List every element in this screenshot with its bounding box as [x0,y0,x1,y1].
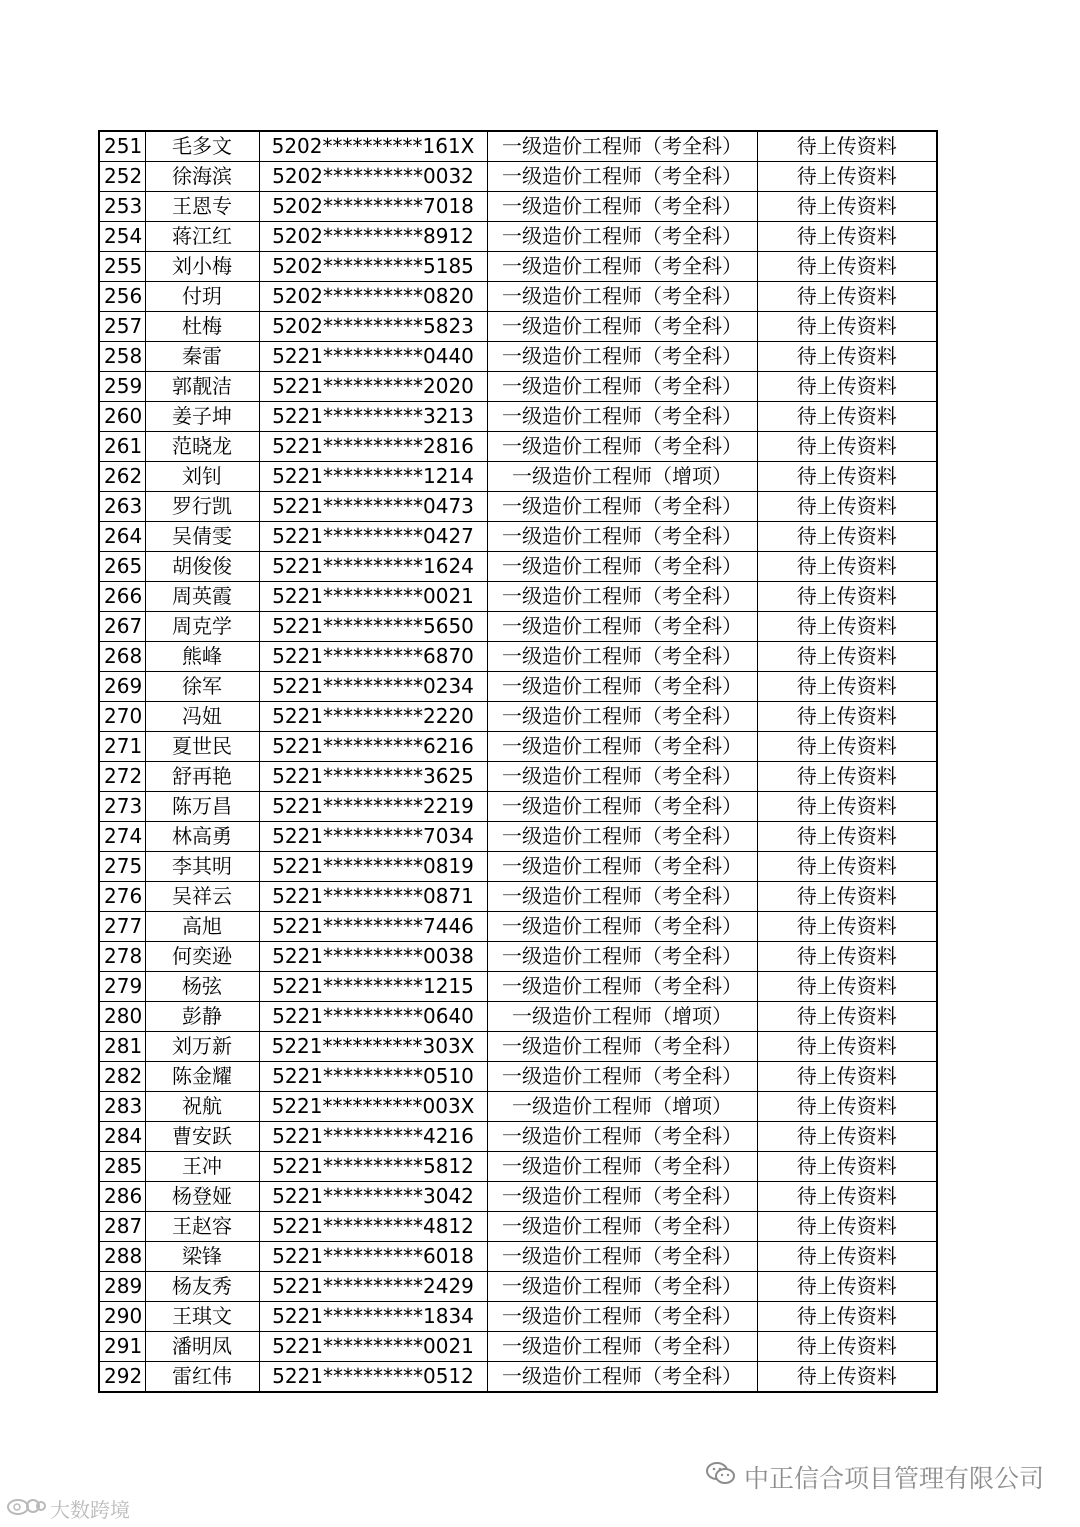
cell-qualification: 一级造价工程师（考全科） [487,702,757,732]
cell-number: 285 [99,1152,145,1182]
cell-number: 272 [99,762,145,792]
table-row [99,612,937,642]
cell-status: 待上传资料 [757,1242,937,1272]
cell-qualification: 一级造价工程师（考全科） [487,552,757,582]
cell-name: 熊峰 [145,642,259,672]
cell-number: 251 [99,131,145,162]
cell-id-number: 5221**********2020 [259,372,487,402]
cell-qualification: 一级造价工程师（增项） [487,1002,757,1032]
cell-name: 祝航 [145,1092,259,1122]
cell-number: 286 [99,1182,145,1212]
cell-status: 待上传资料 [757,582,937,612]
cell-name: 梁锋 [145,1242,259,1272]
cell-status: 待上传资料 [757,522,937,552]
cell-name: 范晓龙 [145,432,259,462]
cell-status: 待上传资料 [757,1212,937,1242]
cell-name: 杨登娅 [145,1182,259,1212]
cell-id-number: 5221**********6216 [259,732,487,762]
cell-status: 待上传资料 [757,1272,937,1302]
table-row [99,642,937,672]
table-body [99,131,937,1392]
table-row [99,492,937,522]
cell-id-number: 5221**********3042 [259,1182,487,1212]
cell-qualification: 一级造价工程师（考全科） [487,1242,757,1272]
cell-name: 杜梅 [145,312,259,342]
table-row [99,252,937,282]
cell-number: 283 [99,1092,145,1122]
cell-status: 待上传资料 [757,1362,937,1393]
table-row [99,762,937,792]
cell-status: 待上传资料 [757,1032,937,1062]
cell-id-number: 5221**********1214 [259,462,487,492]
cell-id-number: 5202**********5185 [259,252,487,282]
table-row [99,372,937,402]
table-row [99,1122,937,1152]
cell-number: 261 [99,432,145,462]
cell-number: 269 [99,672,145,702]
cell-status: 待上传资料 [757,282,937,312]
cell-id-number: 5221**********2219 [259,792,487,822]
cell-qualification: 一级造价工程师（考全科） [487,912,757,942]
cell-qualification: 一级造价工程师（考全科） [487,192,757,222]
cell-status: 待上传资料 [757,342,937,372]
cell-status: 待上传资料 [757,942,937,972]
table-row [99,852,937,882]
cell-name: 胡俊俊 [145,552,259,582]
cell-qualification: 一级造价工程师（考全科） [487,732,757,762]
cell-id-number: 5221**********0819 [259,852,487,882]
cell-id-number: 5221**********4812 [259,1212,487,1242]
table-row [99,1062,937,1092]
cell-qualification: 一级造价工程师（考全科） [487,942,757,972]
cell-qualification: 一级造价工程师（考全科） [487,252,757,282]
cell-id-number: 5221**********0473 [259,492,487,522]
cell-id-number: 5221**********0021 [259,582,487,612]
cell-number: 277 [99,912,145,942]
cell-name: 付玥 [145,282,259,312]
cell-number: 275 [99,852,145,882]
table-row [99,1242,937,1272]
cell-number: 273 [99,792,145,822]
cell-status: 待上传资料 [757,162,937,192]
cell-qualification: 一级造价工程师（考全科） [487,372,757,402]
cell-status: 待上传资料 [757,1002,937,1032]
cell-number: 281 [99,1032,145,1062]
cell-number: 287 [99,1212,145,1242]
cell-qualification: 一级造价工程师（考全科） [487,162,757,192]
cell-number: 274 [99,822,145,852]
table-row [99,582,937,612]
cell-id-number: 5221**********0427 [259,522,487,552]
cell-status: 待上传资料 [757,492,937,522]
cell-status: 待上传资料 [757,612,937,642]
cell-status: 待上传资料 [757,672,937,702]
cell-id-number: 5221**********0234 [259,672,487,702]
cell-number: 254 [99,222,145,252]
table-row [99,822,937,852]
publisher-name: 中正信合项目管理有限公司 [743,1464,1044,1493]
cell-qualification: 一级造价工程师（考全科） [487,792,757,822]
cell-number: 266 [99,582,145,612]
cell-number: 284 [99,1122,145,1152]
cell-status: 待上传资料 [757,312,937,342]
table-row [99,162,937,192]
cell-id-number: 5221**********6870 [259,642,487,672]
cell-id-number: 5202**********0820 [259,282,487,312]
cell-qualification: 一级造价工程师（考全科） [487,852,757,882]
cell-id-number: 5202**********5823 [259,312,487,342]
cell-status: 待上传资料 [757,1332,937,1362]
table-row [99,702,937,732]
cell-qualification: 一级造价工程师（考全科） [487,1032,757,1062]
cell-name: 吴祥云 [145,882,259,912]
cell-qualification: 一级造价工程师（考全科） [487,972,757,1002]
table-row [99,1272,937,1302]
table-row [99,282,937,312]
cell-qualification: 一级造价工程师（考全科） [487,1062,757,1092]
cell-number: 262 [99,462,145,492]
cell-qualification: 一级造价工程师（考全科） [487,492,757,522]
cell-name: 刘钊 [145,462,259,492]
cell-name: 冯妞 [145,702,259,732]
cell-qualification: 一级造价工程师（考全科） [487,522,757,552]
cell-status: 待上传资料 [757,1152,937,1182]
registration-table [98,130,938,1393]
cell-name: 夏世民 [145,732,259,762]
cell-number: 258 [99,342,145,372]
cell-id-number: 5221**********6018 [259,1242,487,1272]
cell-qualification: 一级造价工程师（考全科） [487,882,757,912]
cell-name: 徐军 [145,672,259,702]
cell-status: 待上传资料 [757,642,937,672]
table-row [99,402,937,432]
cell-status: 待上传资料 [757,252,937,282]
cell-name: 何奕逊 [145,942,259,972]
cell-status: 待上传资料 [757,912,937,942]
cell-number: 271 [99,732,145,762]
cell-name: 王冲 [145,1152,259,1182]
cell-number: 260 [99,402,145,432]
cell-qualification: 一级造价工程师（考全科） [487,131,757,162]
cell-name: 舒再艳 [145,762,259,792]
cell-name: 秦雷 [145,342,259,372]
cell-qualification: 一级造价工程师（考全科） [487,582,757,612]
cell-id-number: 5221**********0021 [259,1332,487,1362]
cell-id-number: 5221**********0512 [259,1362,487,1393]
cell-status: 待上传资料 [757,972,937,1002]
cell-status: 待上传资料 [757,762,937,792]
cell-name: 王琪文 [145,1302,259,1332]
cell-name: 高旭 [145,912,259,942]
cell-status: 待上传资料 [757,462,937,492]
cell-number: 259 [99,372,145,402]
source-watermark [6,1494,130,1523]
cell-id-number: 5221**********303X [259,1032,487,1062]
cell-name: 李其明 [145,852,259,882]
cell-number: 290 [99,1302,145,1332]
cell-id-number: 5202**********161X [259,131,487,162]
cell-number: 268 [99,642,145,672]
table-row [99,1302,937,1332]
cell-number: 257 [99,312,145,342]
cell-id-number: 5221**********0440 [259,342,487,372]
cell-name: 彭静 [145,1002,259,1032]
cell-qualification: 一级造价工程师（考全科） [487,762,757,792]
cell-status: 待上传资料 [757,222,937,252]
cell-number: 253 [99,192,145,222]
cell-name: 陈万昌 [145,792,259,822]
cell-id-number: 5221**********2220 [259,702,487,732]
table-row [99,1332,937,1362]
table-row [99,942,937,972]
table-row [99,912,937,942]
cell-status: 待上传资料 [757,1302,937,1332]
cell-status: 待上传资料 [757,192,937,222]
cell-qualification: 一级造价工程师（考全科） [487,1332,757,1362]
cell-number: 270 [99,702,145,732]
cell-id-number: 5221**********0640 [259,1002,487,1032]
cell-number: 276 [99,882,145,912]
cell-status: 待上传资料 [757,852,937,882]
cell-id-number: 5221**********0871 [259,882,487,912]
cell-id-number: 5221**********2429 [259,1272,487,1302]
cell-name: 雷红伟 [145,1362,259,1393]
cell-qualification: 一级造价工程师（考全科） [487,1182,757,1212]
cell-status: 待上传资料 [757,732,937,762]
cell-id-number: 5221**********5812 [259,1152,487,1182]
cell-name: 郭靓洁 [145,372,259,402]
cell-name: 王恩专 [145,192,259,222]
cell-id-number: 5221**********4216 [259,1122,487,1152]
cell-id-number: 5221**********5650 [259,612,487,642]
cell-qualification: 一级造价工程师（考全科） [487,1152,757,1182]
cell-status: 待上传资料 [757,1062,937,1092]
cell-qualification: 一级造价工程师（考全科） [487,432,757,462]
cell-status: 待上传资料 [757,131,937,162]
cell-qualification: 一级造价工程师（考全科） [487,1362,757,1393]
cell-id-number: 5221**********2816 [259,432,487,462]
cell-number: 282 [99,1062,145,1092]
cell-name: 陈金耀 [145,1062,259,1092]
cell-qualification: 一级造价工程师（考全科） [487,222,757,252]
cell-status: 待上传资料 [757,702,937,732]
table-row [99,972,937,1002]
cell-id-number: 5202**********7018 [259,192,487,222]
table-row [99,1212,937,1242]
weibo-icon [6,1495,46,1522]
cell-number: 280 [99,1002,145,1032]
cell-id-number: 5221**********003X [259,1092,487,1122]
table-row [99,222,937,252]
table-row [99,192,937,222]
source-name: 大数跨境 [50,1498,130,1522]
cell-number: 252 [99,162,145,192]
cell-qualification: 一级造价工程师（考全科） [487,642,757,672]
table-row [99,732,937,762]
cell-name: 杨友秀 [145,1272,259,1302]
cell-qualification: 一级造价工程师（考全科） [487,612,757,642]
cell-number: 292 [99,1362,145,1393]
table-row [99,1152,937,1182]
cell-number: 265 [99,552,145,582]
cell-qualification: 一级造价工程师（考全科） [487,402,757,432]
cell-number: 256 [99,282,145,312]
table-row [99,131,937,162]
table-row [99,1032,937,1062]
cell-number: 264 [99,522,145,552]
cell-name: 徐海滨 [145,162,259,192]
cell-qualification: 一级造价工程师（考全科） [487,822,757,852]
cell-name: 周英霞 [145,582,259,612]
table-row [99,1092,937,1122]
cell-id-number: 5221**********7034 [259,822,487,852]
cell-status: 待上传资料 [757,432,937,462]
table-row [99,552,937,582]
cell-id-number: 5221**********1624 [259,552,487,582]
cell-name: 毛多文 [145,131,259,162]
cell-id-number: 5221**********0510 [259,1062,487,1092]
publisher-watermark [706,1459,1044,1495]
cell-status: 待上传资料 [757,1092,937,1122]
table-row [99,462,937,492]
cell-qualification: 一级造价工程师（考全科） [487,342,757,372]
cell-number: 263 [99,492,145,522]
cell-name: 蒋江红 [145,222,259,252]
cell-number: 267 [99,612,145,642]
cell-qualification: 一级造价工程师（增项） [487,1092,757,1122]
cell-name: 杨弦 [145,972,259,1002]
cell-qualification: 一级造价工程师（考全科） [487,1212,757,1242]
cell-qualification: 一级造价工程师（考全科） [487,1122,757,1152]
table-row [99,882,937,912]
cell-number: 289 [99,1272,145,1302]
cell-name: 王赵容 [145,1212,259,1242]
cell-name: 罗行凯 [145,492,259,522]
cell-name: 潘明凤 [145,1332,259,1362]
cell-qualification: 一级造价工程师（考全科） [487,1302,757,1332]
cell-status: 待上传资料 [757,1122,937,1152]
cell-id-number: 5221**********7446 [259,912,487,942]
cell-name: 刘小梅 [145,252,259,282]
cell-qualification: 一级造价工程师（考全科） [487,282,757,312]
table-row [99,1002,937,1032]
cell-qualification: 一级造价工程师（增项） [487,462,757,492]
cell-id-number: 5202**********8912 [259,222,487,252]
table-row [99,342,937,372]
cell-name: 周克学 [145,612,259,642]
table-row [99,672,937,702]
cell-qualification: 一级造价工程师（考全科） [487,312,757,342]
cell-qualification: 一级造价工程师（考全科） [487,672,757,702]
cell-id-number: 5202**********0032 [259,162,487,192]
cell-status: 待上传资料 [757,402,937,432]
cell-status: 待上传资料 [757,792,937,822]
table-row [99,522,937,552]
cell-number: 255 [99,252,145,282]
cell-name: 吴倩雯 [145,522,259,552]
cell-id-number: 5221**********1215 [259,972,487,1002]
cell-name: 姜子坤 [145,402,259,432]
cell-qualification: 一级造价工程师（考全科） [487,1272,757,1302]
cell-id-number: 5221**********3625 [259,762,487,792]
cell-name: 林高勇 [145,822,259,852]
cell-number: 288 [99,1242,145,1272]
cell-status: 待上传资料 [757,822,937,852]
table-row [99,792,937,822]
cell-id-number: 5221**********0038 [259,942,487,972]
table-row [99,432,937,462]
cell-name: 曹安跃 [145,1122,259,1152]
table-row [99,1362,937,1393]
table-row [99,312,937,342]
cell-status: 待上传资料 [757,372,937,402]
cell-id-number: 5221**********1834 [259,1302,487,1332]
cell-id-number: 5221**********3213 [259,402,487,432]
cell-status: 待上传资料 [757,882,937,912]
cell-number: 291 [99,1332,145,1362]
cell-number: 278 [99,942,145,972]
cell-status: 待上传资料 [757,552,937,582]
cell-number: 279 [99,972,145,1002]
table-row [99,1182,937,1212]
cell-name: 刘万新 [145,1032,259,1062]
cell-status: 待上传资料 [757,1182,937,1212]
wechat-icon [706,1461,736,1493]
